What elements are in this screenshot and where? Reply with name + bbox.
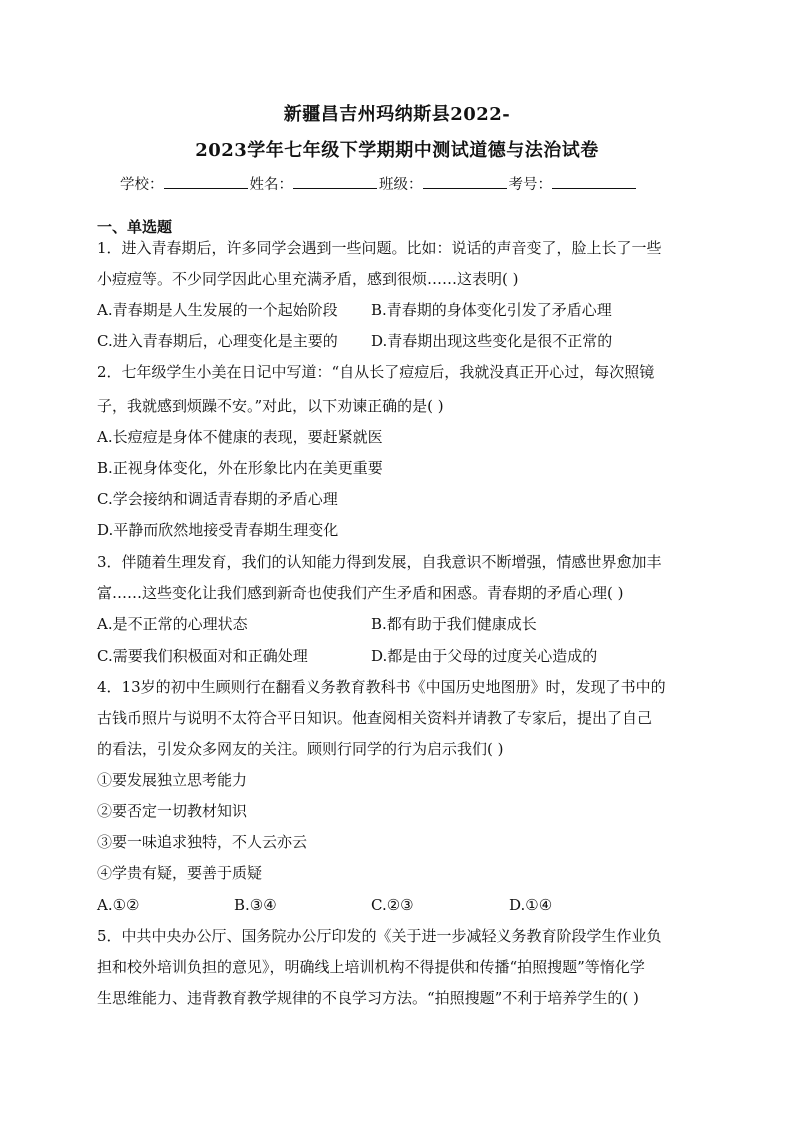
q1-option-d[interactable]: D.青春期出现这些变化是很不正常的 (371, 332, 613, 350)
q4-stem-line-3: 的看法，引发众多网友的关注。顾则行同学的行为启示我们( ) (97, 740, 504, 758)
q3-option-d[interactable]: D.都是由于父母的过度关心造成的 (371, 647, 598, 665)
q5-stem-line-1: 5．中共中央办公厅、国务院办公厅印发的《关于进一步减轻义务教育阶段学生作业负 (97, 927, 662, 945)
name-label: 姓名： (249, 177, 293, 193)
exam-number-blank[interactable] (552, 174, 636, 189)
q2-option-d[interactable]: D.平静而欣然地接受青春期生理变化 (97, 521, 339, 539)
q5-stem-line-3: 生思维能力、违背教育教学规律的不良学习方法。“拍照搜题”不利于培养学生的( ) (97, 989, 639, 1007)
school-blank[interactable] (164, 174, 248, 189)
q3-stem-line-2: 富……这些变化让我们感到新奇也使我们产生矛盾和困惑。青春期的矛盾心理( ) (97, 584, 624, 602)
exam-title-line-2: 2023学年七年级下学期期中测试道德与法治试卷 (195, 140, 599, 161)
q3-option-c[interactable]: C.需要我们积极面对和正确处理 (97, 647, 308, 665)
exam-title-line-1: 新疆昌吉州玛纳斯县2022- (283, 104, 511, 125)
q1-stem-line-1: 1．进入青春期后，许多同学会遇到一些问题。比如：说话的声音变了，脸上长了一些 (97, 239, 662, 257)
q4-option-a[interactable]: A.①② (97, 896, 140, 914)
q1-option-c[interactable]: C.进入青春期后，心理变化是主要的 (97, 332, 338, 350)
name-blank[interactable] (293, 174, 377, 189)
section-heading: 一、单选题 (97, 218, 173, 236)
q4-option-d[interactable]: D.①④ (509, 896, 553, 914)
q2-option-c[interactable]: C.学会接纳和调适青春期的矛盾心理 (97, 490, 338, 508)
class-label: 班级： (379, 177, 423, 193)
student-info-row (120, 173, 680, 194)
q2-stem-line-2: 子，我就感到烦躁不安。”对此，以下劝谏正确的是( ) (97, 397, 444, 415)
q4-option-c[interactable]: C.②③ (371, 896, 414, 914)
q3-stem-line-1: 3．伴随着生理发育，我们的认知能力得到发展，自我意识不断增强，情感世界愈加丰 (97, 553, 662, 571)
q4-item-3: ③要一味追求独特，不人云亦云 (97, 833, 308, 851)
q1-stem-line-2: 小痘痘等。不少同学因此心里充满矛盾，感到很烦……这表明( ) (97, 270, 519, 288)
q4-option-b[interactable]: B.③④ (234, 896, 277, 914)
q2-option-a[interactable]: A.长痘痘是身体不健康的表现，要赶紧就医 (97, 428, 383, 446)
q5-stem-line-2: 担和校外培训负担的意见》，明确线上培训机构不得提供和传播“拍照搜题”等惰化学 (97, 958, 645, 976)
q2-option-b[interactable]: B.正视身体变化，外在形象比内在美更重要 (97, 459, 383, 477)
school-label: 学校： (120, 177, 164, 193)
q4-item-2: ②要否定一切教材知识 (97, 802, 248, 820)
q3-option-b[interactable]: B.都有助于我们健康成长 (371, 615, 537, 633)
exam-number-label: 考号： (508, 177, 552, 193)
q1-option-b[interactable]: B.青春期的身体变化引发了矛盾心理 (371, 301, 612, 319)
q2-stem-line-1: 2．七年级学生小美在日记中写道：“自从长了痘痘后，我就没真正开心过，每次照镜 (97, 363, 655, 381)
q3-option-a[interactable]: A.是不正常的心理状态 (97, 615, 248, 633)
class-blank[interactable] (423, 174, 507, 189)
q4-item-1: ①要发展独立思考能力 (97, 771, 248, 789)
q4-stem-line-2: 古钱币照片与说明不太符合平日知识。他查阅相关资料并请教了专家后，提出了自己 (97, 709, 653, 727)
q4-item-4: ④学贵有疑，要善于质疑 (97, 864, 263, 882)
q1-option-a[interactable]: A.青春期是人生发展的一个起始阶段 (97, 301, 338, 319)
q4-stem-line-1: 4．13岁的初中生顾则行在翻看义务教育教科书《中国历史地图册》时，发现了书中的 (97, 678, 666, 696)
